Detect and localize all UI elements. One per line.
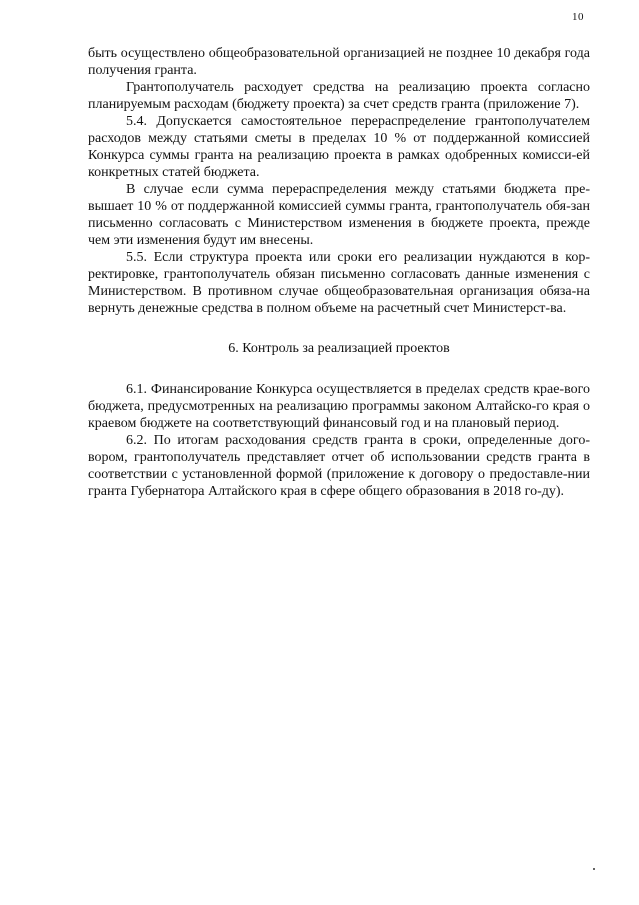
document-body [88,45,590,500]
paragraph-grant-spending: Грантополучатель расходует средства на реализацию проекта согласно планируемым расходам (бюджету проекта) за счет средств гранта (приложение 7). [88,80,590,112]
paragraph-5-4: 5.4. Допускается самостоятельное перераспределение грантополучателем расходов между статьями сметы в пределах 10 % от поддержанной комиссией Конкурса суммы гранта на реализацию проекта в рамках одобренных комисси-ей конкретных статей бюджета. [88,114,590,180]
paragraph-continuation: быть осуществлено общеобразовательной организацией не позднее 10 декабря года получения гранта. [88,46,590,78]
paragraph-redistribution: В случае если сумма перераспределения между статьями бюджета пре-вышает 10 % от поддержанной комиссией суммы гранта, грантополучатель обя-зан письменно согласовать с Министерством изменения в бюджете проекта, прежде чем эти изменения будут им внесены. [88,182,590,248]
scan-speck [593,868,595,870]
section-heading: 6. Контроль за реализацией проектов [228,341,450,356]
paragraph-6-2: 6.2. По итогам расходования средств гранта в сроки, определенные дого-вором, грантополучатель представляет отчет об использовании средств гранта в соответствии с установленной формой (приложение к договору о предоставле-нии гранта Губернатора Алтайского края в сфере общего образования в 2018 го-ду). [88,433,590,499]
paragraph-5-5: 5.5. Если структура проекта или сроки его реализации нуждаются в кор-ректировке, грантополучатель обязан письменно согласовать данные изменения с Министерством. В противном случае общеобразовательная организация обяза-на вернуть денежные средства в полном объеме на расчетный счет Министерст-ва. [88,250,590,316]
page-number: 10 [572,11,584,23]
paragraph-6-1: 6.1. Финансирование Конкурса осуществляется в пределах средств краe-вого бюджета, предусмотренных на реализацию программы законом Алтайско-го края о краевом бюджете на соответствующий финансовый год и на плановый период. [88,382,590,431]
